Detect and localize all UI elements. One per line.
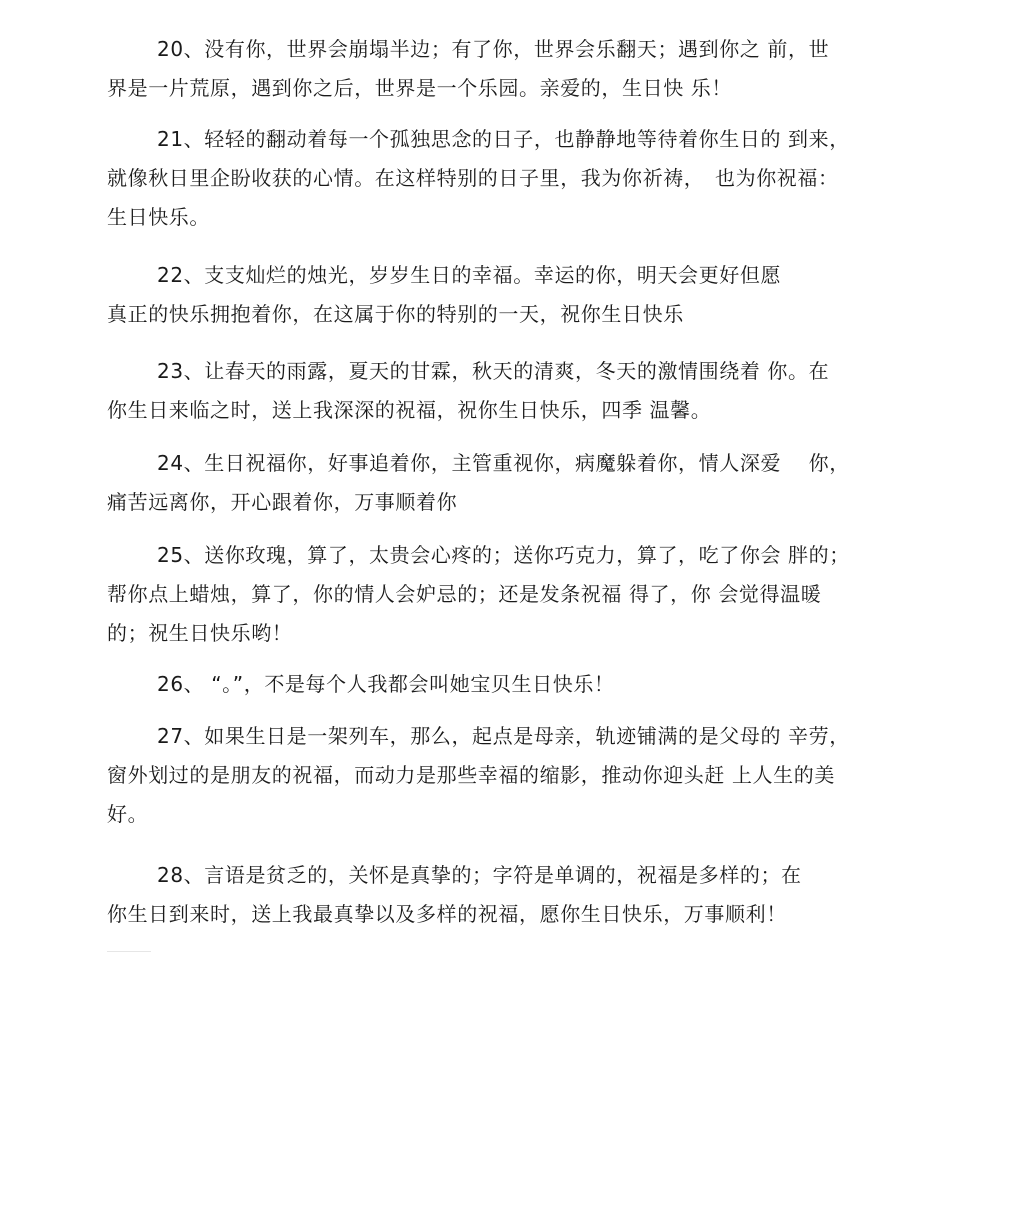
entry-line: 窗外划过的是朋友的祝福，而动力是那些幸福的缩影，推动你迎头赶 上人生的美 [107, 763, 835, 787]
entry-line: 20、没有你，世界会崩塌半边；有了你，世界会乐翻天；遇到你之 前，世 [157, 37, 830, 61]
wish-entry-23 [107, 352, 917, 430]
entry-line: 27、如果生日是一架列车，那么，起点是母亲，轨迹铺满的是父母的 辛劳， [157, 724, 850, 748]
entry-line: 23、让春天的雨露，夏天的甘霖，秋天的清爽，冬天的激情围绕着 你。在 [157, 359, 830, 383]
entry-line: 生日快乐。 [107, 205, 210, 229]
entry-line: 21、轻轻的翻动着每一个孤独思念的日子，也静静地等待着你生日的 到来， [157, 127, 850, 151]
entry-line: 痛苦远离你，开心跟着你，万事顺着你 [107, 490, 458, 514]
faint-underline-mark [107, 951, 151, 952]
entry-line: 好。 [107, 802, 149, 826]
wish-entry-27 [107, 717, 917, 834]
wish-entry-28 [107, 856, 917, 934]
entry-line: 的；祝生日快乐哟！ [107, 621, 293, 645]
entry-line: 25、送你玫瑰，算了，太贵会心疼的；送你巧克力，算了，吃了你会 胖的； [157, 543, 850, 567]
wish-entry-21 [107, 120, 917, 237]
entry-line: 帮你点上蜡烛，算了，你的情人会妒忌的；还是发条祝福 得了，你 会觉得温暖 [107, 582, 822, 606]
entry-line: 就像秋日里企盼收获的心情。在这样特别的日子里，我为你祈祷， 也为你祝福： [107, 166, 839, 190]
wish-entry-20 [107, 30, 917, 108]
entry-line: 26、 “。”，不是每个人我都会叫她宝贝生日快乐！ [157, 672, 615, 696]
entry-line: 28、言语是贫乏的，关怀是真挚的；字符是单调的，祝福是多样的；在 [157, 863, 802, 887]
entry-line: 界是一片荒原，遇到你之后，世界是一个乐园。亲爱的，生日快 乐！ [107, 76, 732, 100]
entry-line: 22、支支灿烂的烛光，岁岁生日的幸福。幸运的你，明天会更好但愿 [157, 263, 782, 287]
entry-line: 24、生日祝福你，好事追着你，主管重视你，病魔躲着你，情人深爱 你， [157, 451, 850, 475]
wish-entry-24 [107, 444, 917, 522]
wish-entry-22 [107, 256, 917, 334]
entry-line: 你生日来临之时，送上我深深的祝福，祝你生日快乐，四季 温馨。 [107, 398, 712, 422]
entry-line: 你生日到来时，送上我最真挚以及多样的祝福，愿你生日快乐，万事顺利！ [107, 902, 787, 926]
wish-entry-26 [107, 665, 917, 704]
wish-entry-25 [107, 536, 917, 653]
entry-line: 真正的快乐拥抱着你，在这属于你的特别的一天，祝你生日快乐 [107, 302, 684, 326]
